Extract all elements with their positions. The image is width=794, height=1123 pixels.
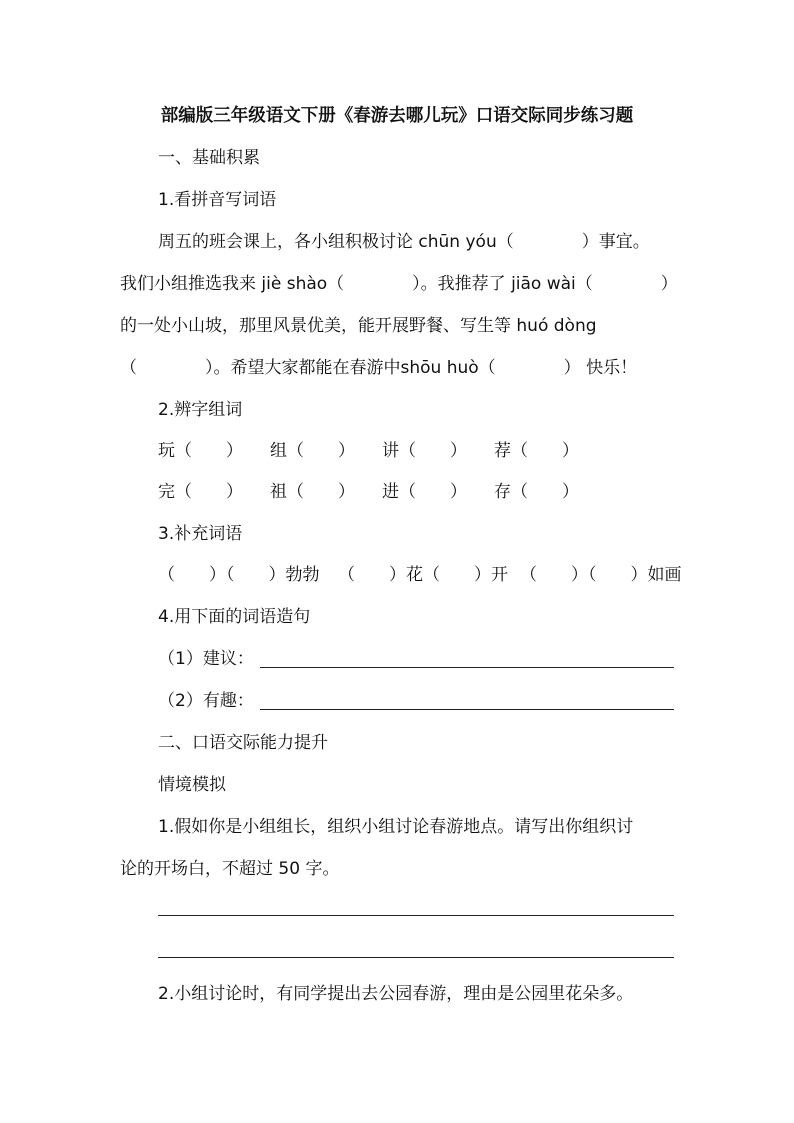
pinyin-passage-line: 我们小组推选我来 jiè shào（ ）。我推荐了 jiāo wài（ ） [120, 274, 678, 294]
answer-line[interactable] [158, 915, 674, 916]
distinguish-item: 完（ ） [158, 482, 243, 502]
scenario-question-line: 2.小组讨论时，有同学提出去公园春游，理由是公园里花朵多。 [158, 984, 634, 1004]
section-heading-oral: 二、口语交际能力提升 [158, 733, 328, 753]
pinyin-passage-line: （ ）。希望大家都能在春游中shōu huò（ ） 快乐！ [120, 358, 638, 378]
question-heading-sentences: 4.用下面的词语造句 [158, 607, 311, 627]
distinguish-item: 进（ ） [382, 482, 467, 502]
complete-word-item: （ ）花（ ）开 [338, 565, 508, 585]
question-heading-complete-words: 3.补充词语 [158, 524, 243, 544]
pinyin-passage-line: 的一处小山坡，那里风景优美，能开展野餐、写生等 huó dòng [120, 316, 597, 336]
distinguish-item: 荐（ ） [494, 441, 579, 461]
distinguish-item: 存（ ） [494, 482, 579, 502]
distinguish-item: 祖（ ） [270, 482, 355, 502]
section-heading-basics: 一、基础积累 [158, 148, 260, 168]
question-heading-distinguish: 2.辨字组词 [158, 400, 243, 420]
answer-line[interactable] [260, 667, 674, 668]
page-title: 部编版三年级语文下册《春游去哪儿玩》口语交际同步练习题 [160, 106, 634, 126]
scenario-question-line: 1.假如你是小组组长，组织小组讨论春游地点。请写出你组织讨 [158, 817, 634, 837]
subheading-scenario: 情境模拟 [158, 775, 226, 795]
complete-word-item: （ ）（ ）如画 [520, 565, 682, 585]
distinguish-item: 玩（ ） [158, 441, 243, 461]
distinguish-item: 讲（ ） [382, 441, 467, 461]
sentence-item-label: （2）有趣： [158, 691, 254, 711]
sentence-item-label: （1）建议： [158, 649, 254, 669]
pinyin-passage-line: 周五的班会课上，各小组积极讨论 chūn yóu（ ）事宜。 [158, 232, 650, 252]
complete-word-item: （ ）（ ）勃勃 [158, 565, 320, 585]
scenario-question-line: 论的开场白，不超过 50 字。 [120, 859, 340, 879]
question-heading-pinyin: 1.看拼音写词语 [158, 190, 277, 210]
answer-line[interactable] [260, 709, 674, 710]
answer-line[interactable] [158, 957, 674, 958]
distinguish-item: 组（ ） [270, 441, 355, 461]
